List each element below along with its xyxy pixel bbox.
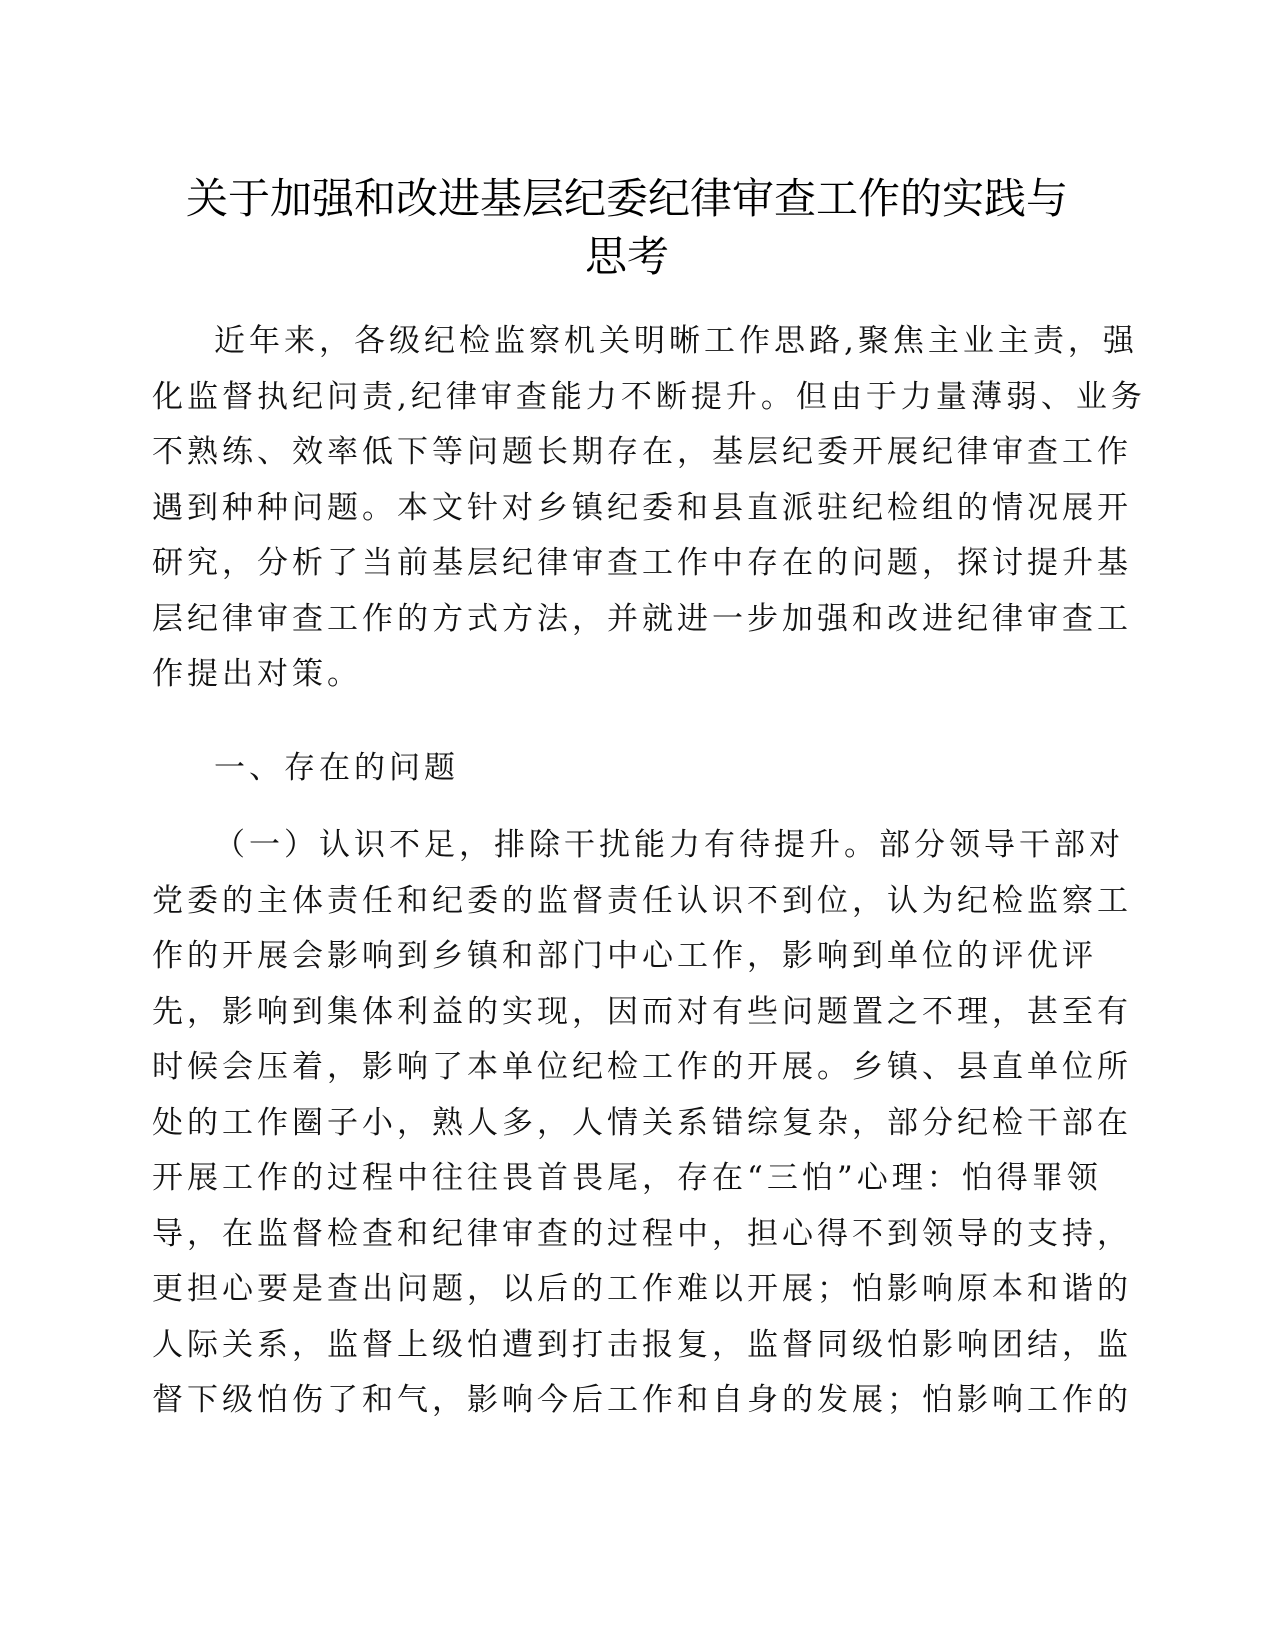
title-line: 关于加强和改进基层纪委纪律审查工作的实践与 — [185, 174, 1068, 223]
paragraph-line: 作的开展会影响到乡镇和部门中心工作，影响到单位的评优评 — [152, 938, 1097, 974]
paragraph-line: 更担心要是查出问题，以后的工作难以开展；怕影响原本和谐的 — [152, 1271, 1132, 1307]
paragraph-line: （一）认识不足，排除干扰能力有待提升。部分领导干部对 — [214, 827, 1124, 863]
title-line: 思考 — [584, 232, 669, 281]
subsection-paragraph — [152, 818, 1132, 1429]
paragraph-line: 化监督执纪问责,纪律审查能力不断提升。但由于力量薄弱、业务 — [152, 378, 1146, 415]
paragraph-line: 导，在监督检查和纪律审查的过程中，担心得不到领导的支持， — [152, 1215, 1132, 1252]
intro-paragraph — [152, 314, 1146, 703]
paragraph-line: 作提出对策。 — [152, 656, 362, 692]
paragraph-line: 遇到种种问题。本文针对乡镇纪委和县直派驻纪检组的情况展开 — [152, 489, 1132, 526]
paragraph-line: 不熟练、效率低下等问题长期存在，基层纪委开展纪律审查工作 — [152, 434, 1132, 470]
paragraph-line: 先，影响到集体利益的实现，因而对有些问题置之不理，甚至有 — [152, 993, 1132, 1030]
paragraph-line: 研究，分析了当前基层纪律审查工作中存在的问题，探讨提升基 — [152, 545, 1132, 581]
paragraph-line: 党委的主体责任和纪委的监督责任认识不到位，认为纪检监察工 — [152, 882, 1132, 919]
document-page — [152, 170, 1146, 1429]
paragraph-line: 层纪律审查工作的方式方法，并就进一步加强和改进纪律审查工 — [152, 600, 1132, 637]
document-title — [152, 170, 1102, 286]
paragraph-line: 督下级怕伤了和气，影响今后工作和自身的发展；怕影响工作的 — [152, 1382, 1132, 1418]
paragraph-line: 近年来，各级纪检监察机关明晰工作思路,聚焦主业主责，强 — [214, 323, 1138, 359]
paragraph-line: 处的工作圈子小，熟人多，人情关系错综复杂，部分纪检干部在 — [152, 1104, 1132, 1141]
section-heading-text: 一、存在的问题 — [214, 749, 459, 786]
section-heading — [152, 741, 1102, 797]
paragraph-line: 时候会压着，影响了本单位纪检工作的开展。乡镇、县直单位所 — [152, 1049, 1132, 1085]
paragraph-line: 人际关系，监督上级怕遭到打击报复，监督同级怕影响团结，监 — [152, 1326, 1132, 1363]
paragraph-line: 开展工作的过程中往往畏首畏尾，存在“三怕”心理：怕得罪领 — [152, 1160, 1102, 1196]
